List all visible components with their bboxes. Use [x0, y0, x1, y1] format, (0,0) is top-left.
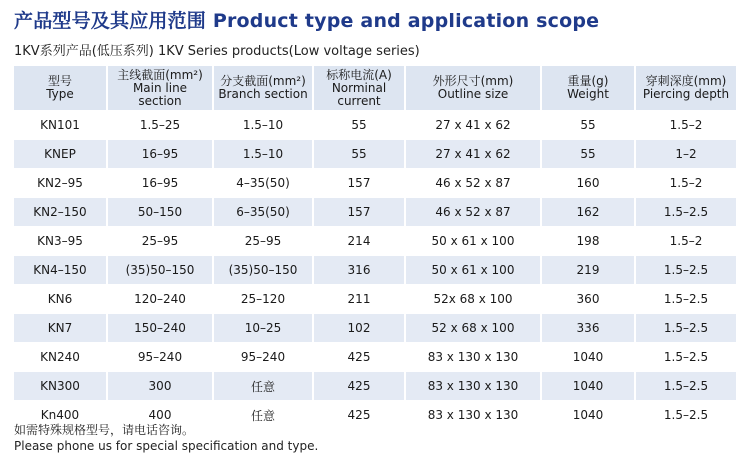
cell-outline-size: 50 x 61 x 100 [406, 255, 542, 284]
cell-nominal-current: 316 [314, 255, 406, 284]
cell-piercing-depth: 1.5–2.5 [636, 342, 736, 371]
cell-piercing-depth: 1.5–2 [636, 110, 736, 139]
cell-weight: 1040 [542, 371, 636, 400]
cell-branch-section: 25–95 [214, 226, 314, 255]
table-row [14, 226, 736, 255]
table-row [14, 139, 736, 168]
cell-weight: 55 [542, 110, 636, 139]
cell-weight: 219 [542, 255, 636, 284]
cell-branch-section: 95–240 [214, 342, 314, 371]
cell-weight: 198 [542, 226, 636, 255]
cell-branch-section: 1.5–10 [214, 110, 314, 139]
cell-type: KN240 [14, 342, 108, 371]
cell-outline-size: 27 x 41 x 62 [406, 139, 542, 168]
footnote-chinese: 如需特殊规格型号，请电话咨询。 [14, 423, 195, 437]
cell-type: KNEP [14, 139, 108, 168]
cell-outline-size: 83 x 130 x 130 [406, 371, 542, 400]
cell-main-line-section: 1.5–25 [108, 110, 214, 139]
cell-branch-section: 10–25 [214, 313, 314, 342]
cell-weight: 160 [542, 168, 636, 197]
cell-nominal-current: 425 [314, 342, 406, 371]
cell-outline-size: 46 x 52 x 87 [406, 168, 542, 197]
cell-main-line-section: 95–240 [108, 342, 214, 371]
table-body [14, 110, 736, 429]
cell-main-line-section: 300 [108, 371, 214, 400]
cell-weight: 1040 [542, 342, 636, 371]
cell-main-line-section: (35)50–150 [108, 255, 214, 284]
cell-weight: 1040 [542, 400, 636, 429]
cell-weight: 336 [542, 313, 636, 342]
cell-nominal-current: 157 [314, 168, 406, 197]
header-type: 型号 Type [14, 66, 108, 110]
table-row [14, 342, 736, 371]
table-header [14, 66, 736, 110]
cell-nominal-current: 55 [314, 139, 406, 168]
header-main-line-section: 主线截面(mm²) Main line section [108, 66, 214, 110]
header-piercing-depth: 穿刺深度(mm) Piercing depth [636, 66, 736, 110]
cell-main-line-section: 150–240 [108, 313, 214, 342]
cell-nominal-current: 211 [314, 284, 406, 313]
cell-weight: 55 [542, 139, 636, 168]
cell-main-line-section: 16–95 [108, 139, 214, 168]
cell-main-line-section: 120–240 [108, 284, 214, 313]
cell-piercing-depth: 1.5–2 [636, 168, 736, 197]
cell-nominal-current: 425 [314, 400, 406, 429]
header-weight: 重量(g) Weight [542, 66, 636, 110]
page-title: 产品型号及其应用范围 Product type and application scope [14, 10, 600, 32]
cell-type: KN2–150 [14, 197, 108, 226]
footnote-english: Please phone us for special specification and type. [14, 439, 319, 453]
cell-outline-size: 50 x 61 x 100 [406, 226, 542, 255]
cell-branch-section: 任意 [214, 400, 314, 429]
cell-branch-section: 1.5–10 [214, 139, 314, 168]
cell-type: KN101 [14, 110, 108, 139]
cell-type: KN300 [14, 371, 108, 400]
cell-main-line-section: 400 [108, 400, 214, 429]
cell-type: KN7 [14, 313, 108, 342]
cell-type: Kn400 [14, 400, 108, 429]
table-row [14, 284, 736, 313]
table-row [14, 168, 736, 197]
cell-main-line-section: 16–95 [108, 168, 214, 197]
cell-nominal-current: 102 [314, 313, 406, 342]
cell-branch-section: 6–35(50) [214, 197, 314, 226]
cell-nominal-current: 157 [314, 197, 406, 226]
cell-piercing-depth: 1.5–2.5 [636, 284, 736, 313]
header-nominal-current: 标称电流(A) Norminal current [314, 66, 406, 110]
cell-weight: 162 [542, 197, 636, 226]
header-branch-section: 分支截面(mm²) Branch section [214, 66, 314, 110]
cell-type: KN6 [14, 284, 108, 313]
cell-piercing-depth: 1.5–2.5 [636, 313, 736, 342]
cell-outline-size: 52x 68 x 100 [406, 284, 542, 313]
cell-outline-size: 83 x 130 x 130 [406, 342, 542, 371]
cell-weight: 360 [542, 284, 636, 313]
cell-nominal-current: 214 [314, 226, 406, 255]
table-row [14, 110, 736, 139]
cell-piercing-depth: 1.5–2.5 [636, 255, 736, 284]
header-outline-size: 外形尺寸(mm) Outline size [406, 66, 542, 110]
cell-piercing-depth: 1.5–2 [636, 226, 736, 255]
cell-piercing-depth: 1.5–2.5 [636, 371, 736, 400]
cell-branch-section: 25–120 [214, 284, 314, 313]
cell-branch-section: (35)50–150 [214, 255, 314, 284]
series-subtitle: 1KV系列产品(低压系列) 1KV Series products(Low voltage series) [14, 44, 420, 59]
cell-piercing-depth: 1–2 [636, 139, 736, 168]
cell-main-line-section: 50–150 [108, 197, 214, 226]
cell-branch-section: 4–35(50) [214, 168, 314, 197]
cell-branch-section: 任意 [214, 371, 314, 400]
cell-piercing-depth: 1.5–2.5 [636, 400, 736, 429]
table-row [14, 255, 736, 284]
cell-nominal-current: 55 [314, 110, 406, 139]
cell-nominal-current: 425 [314, 371, 406, 400]
cell-outline-size: 83 x 130 x 130 [406, 400, 542, 429]
table-row [14, 371, 736, 400]
cell-outline-size: 52 x 68 x 100 [406, 313, 542, 342]
table-row [14, 197, 736, 226]
cell-type: KN2–95 [14, 168, 108, 197]
cell-piercing-depth: 1.5–2.5 [636, 197, 736, 226]
product-spec-table [14, 66, 736, 429]
cell-outline-size: 27 x 41 x 62 [406, 110, 542, 139]
cell-outline-size: 46 x 52 x 87 [406, 197, 542, 226]
cell-type: KN3–95 [14, 226, 108, 255]
cell-main-line-section: 25–95 [108, 226, 214, 255]
table-row [14, 313, 736, 342]
cell-type: KN4–150 [14, 255, 108, 284]
